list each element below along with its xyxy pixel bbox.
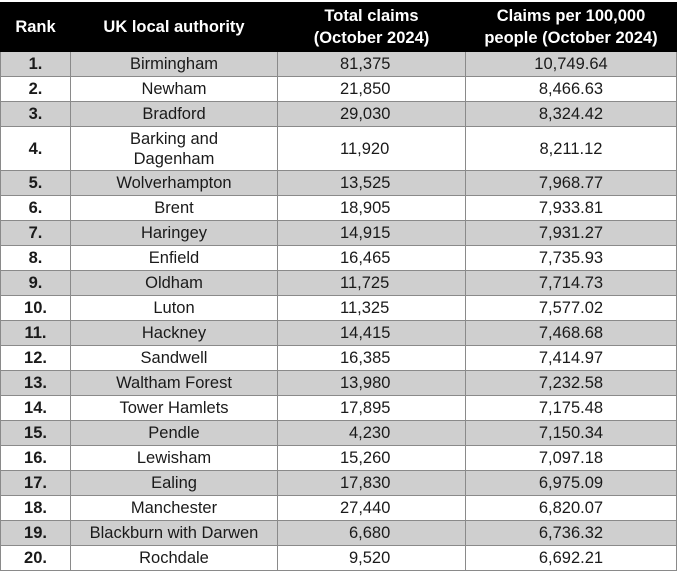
total-claims-cell: 13,525 (278, 171, 466, 196)
rank-cell: 17. (1, 471, 71, 496)
rank-cell: 6. (1, 196, 71, 221)
table-row (1, 246, 677, 271)
authority-cell: Pendle (71, 421, 278, 446)
authority-cell: Haringey (71, 221, 278, 246)
total-claims-cell: 81,375 (278, 52, 466, 77)
authority-cell: Wolverhampton (71, 171, 278, 196)
rank-cell: 11. (1, 321, 71, 346)
total-claims-cell: 16,465 (278, 246, 466, 271)
header-total-claims (278, 3, 466, 52)
claims-per-100k-cell: 7,735.93 (466, 246, 677, 271)
authority-cell: Luton (71, 296, 278, 321)
total-claims-cell: 11,325 (278, 296, 466, 321)
header-total-claims-line-2: (October 2024) (313, 29, 430, 47)
table-header (1, 3, 677, 52)
claims-per-100k-cell: 6,820.07 (466, 496, 677, 521)
claims-per-100k-cell: 7,175.48 (466, 396, 677, 421)
total-claims-cell: 17,895 (278, 396, 466, 421)
claims-per-100k-cell: 7,468.68 (466, 321, 677, 346)
rank-cell: 15. (1, 421, 71, 446)
claims-table-container (0, 2, 677, 571)
authority-cell: Enfield (71, 246, 278, 271)
total-claims-cell: 13,980 (278, 371, 466, 396)
table-row (1, 346, 677, 371)
table-row (1, 421, 677, 446)
authority-cell: Bradford (71, 102, 278, 127)
claims-per-100k-cell: 6,975.09 (466, 471, 677, 496)
table-row (1, 371, 677, 396)
table-row (1, 496, 677, 521)
header-claims-per-100k-line-2: people (October 2024) (484, 29, 658, 47)
authority-cell: Blackburn with Darwen (71, 521, 278, 546)
table-row (1, 271, 677, 296)
rank-cell: 7. (1, 221, 71, 246)
authority-cell: Newham (71, 77, 278, 102)
claims-ranking-table (0, 2, 677, 571)
authority-line-2: Dagenham (133, 149, 215, 168)
authority-cell: Waltham Forest (71, 371, 278, 396)
table-row (1, 171, 677, 196)
total-claims-cell: 29,030 (278, 102, 466, 127)
authority-cell: Brent (71, 196, 278, 221)
claims-per-100k-cell: 7,931.27 (466, 221, 677, 246)
table-row (1, 102, 677, 127)
table-row (1, 196, 677, 221)
rank-cell: 1. (1, 52, 71, 77)
table-row (1, 321, 677, 346)
rank-cell: 12. (1, 346, 71, 371)
claims-per-100k-cell: 10,749.64 (466, 52, 677, 77)
table-row (1, 296, 677, 321)
total-claims-cell: 6,680 (278, 521, 466, 546)
claims-per-100k-cell: 7,232.58 (466, 371, 677, 396)
authority-cell: Tower Hamlets (71, 396, 278, 421)
rank-cell: 10. (1, 296, 71, 321)
table-row (1, 446, 677, 471)
authority-cell: Manchester (71, 496, 278, 521)
claims-per-100k-cell: 7,414.97 (466, 346, 677, 371)
claims-per-100k-cell: 8,211.12 (466, 127, 677, 171)
header-authority: UK local authority (71, 3, 278, 52)
rank-cell: 13. (1, 371, 71, 396)
table-row (1, 521, 677, 546)
table-row (1, 221, 677, 246)
table-row (1, 127, 677, 171)
header-total-claims-line-1: Total claims (324, 7, 419, 25)
total-claims-cell: 9,520 (278, 546, 466, 571)
authority-cell: Oldham (71, 271, 278, 296)
table-row (1, 471, 677, 496)
total-claims-cell: 14,415 (278, 321, 466, 346)
total-claims-cell: 11,725 (278, 271, 466, 296)
authority-cell: Sandwell (71, 346, 278, 371)
authority-cell (71, 127, 278, 171)
rank-cell: 18. (1, 496, 71, 521)
authority-cell: Lewisham (71, 446, 278, 471)
claims-per-100k-cell: 6,692.21 (466, 546, 677, 571)
authority-line-1: Barking and (129, 129, 219, 148)
total-claims-cell: 14,915 (278, 221, 466, 246)
claims-per-100k-cell: 7,097.18 (466, 446, 677, 471)
total-claims-cell: 21,850 (278, 77, 466, 102)
header-rank: Rank (1, 3, 71, 52)
claims-per-100k-cell: 7,577.02 (466, 296, 677, 321)
table-row (1, 52, 677, 77)
total-claims-cell: 17,830 (278, 471, 466, 496)
claims-per-100k-cell: 7,933.81 (466, 196, 677, 221)
claims-per-100k-cell: 7,968.77 (466, 171, 677, 196)
authority-cell: Birmingham (71, 52, 278, 77)
rank-cell: 3. (1, 102, 71, 127)
table-row (1, 77, 677, 102)
total-claims-cell: 15,260 (278, 446, 466, 471)
table-row (1, 396, 677, 421)
authority-cell: Rochdale (71, 546, 278, 571)
total-claims-cell: 16,385 (278, 346, 466, 371)
claims-per-100k-cell: 6,736.32 (466, 521, 677, 546)
rank-cell: 14. (1, 396, 71, 421)
total-claims-cell: 4,230 (278, 421, 466, 446)
authority-cell: Ealing (71, 471, 278, 496)
header-claims-per-100k (466, 3, 677, 52)
claims-per-100k-cell: 7,714.73 (466, 271, 677, 296)
header-row (1, 3, 677, 52)
claims-per-100k-cell: 8,466.63 (466, 77, 677, 102)
claims-per-100k-cell: 8,324.42 (466, 102, 677, 127)
authority-cell: Hackney (71, 321, 278, 346)
total-claims-cell: 18,905 (278, 196, 466, 221)
rank-cell: 2. (1, 77, 71, 102)
rank-cell: 8. (1, 246, 71, 271)
rank-cell: 19. (1, 521, 71, 546)
rank-cell: 9. (1, 271, 71, 296)
rank-cell: 5. (1, 171, 71, 196)
total-claims-cell: 27,440 (278, 496, 466, 521)
claims-per-100k-cell: 7,150.34 (466, 421, 677, 446)
table-row (1, 546, 677, 571)
total-claims-cell: 11,920 (278, 127, 466, 171)
table-body (1, 52, 677, 571)
rank-cell: 16. (1, 446, 71, 471)
header-claims-per-100k-line-1: Claims per 100,000 (496, 7, 646, 25)
rank-cell: 4. (1, 127, 71, 171)
rank-cell: 20. (1, 546, 71, 571)
